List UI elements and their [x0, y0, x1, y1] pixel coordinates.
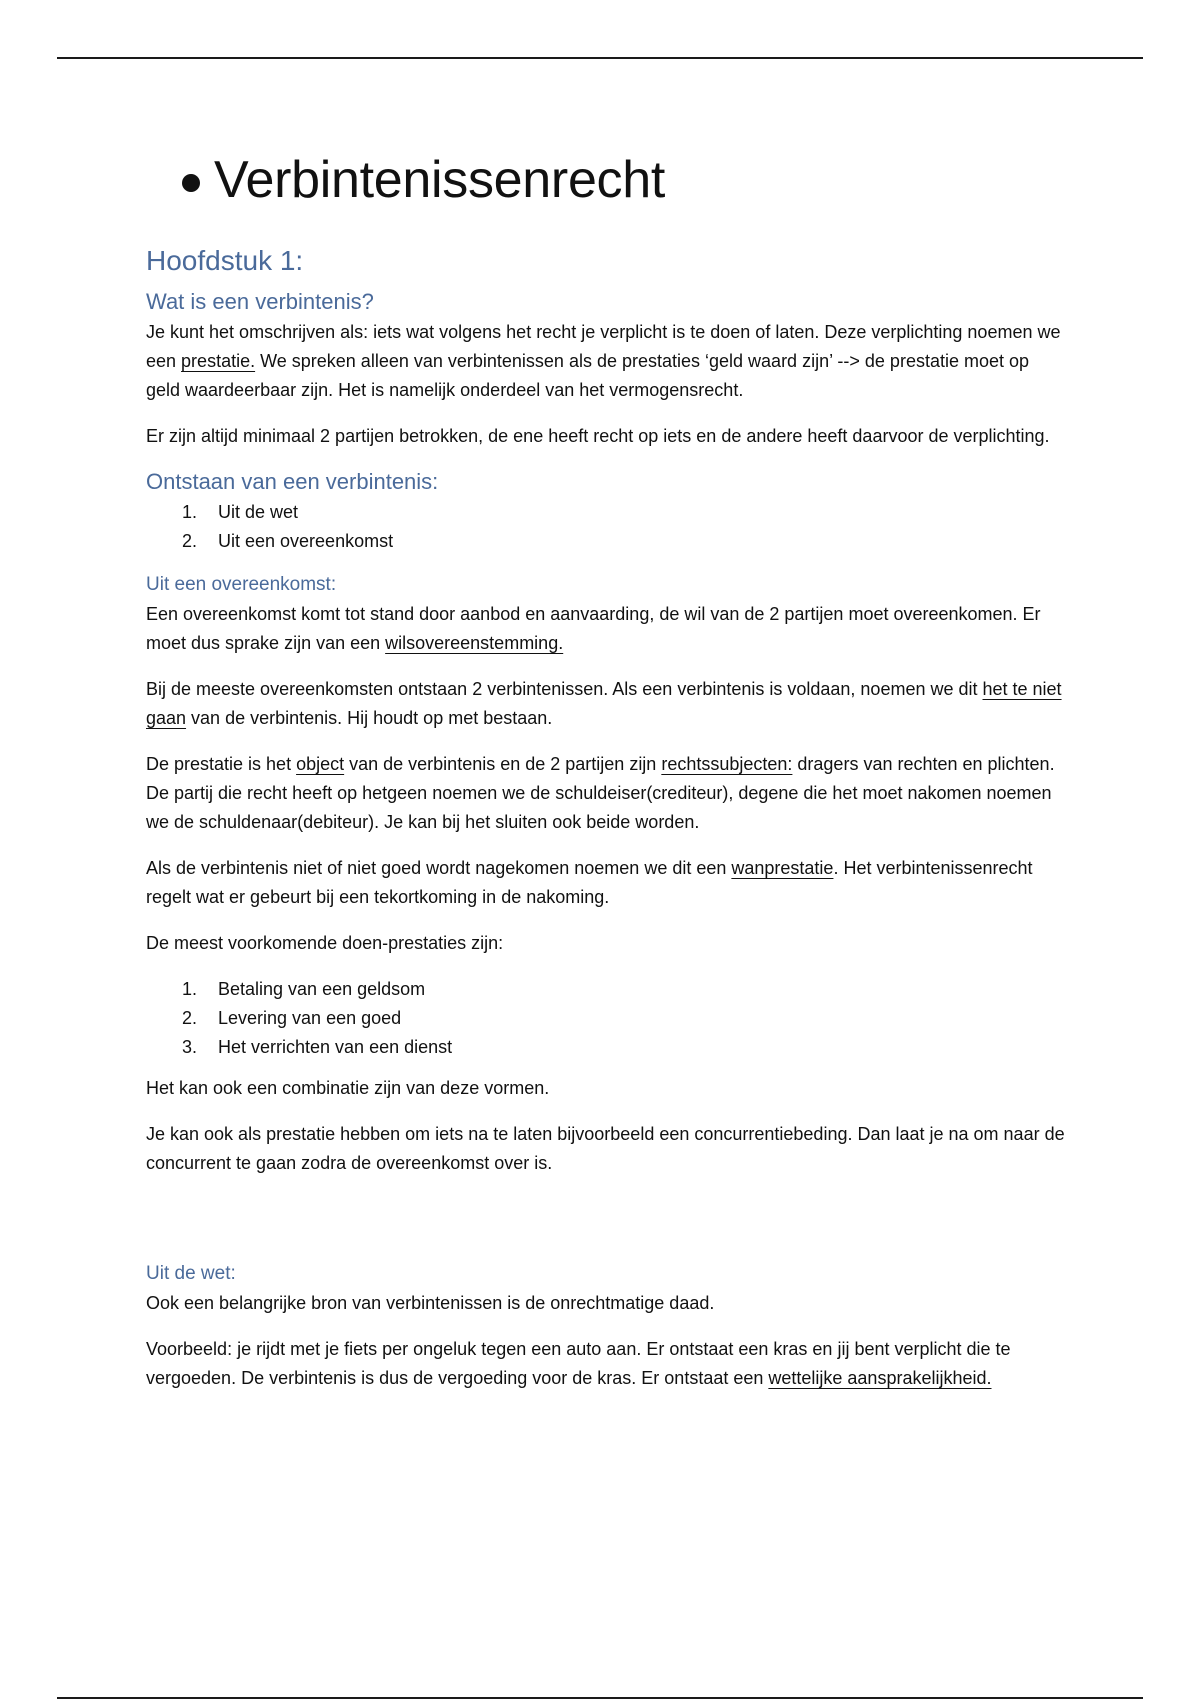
text-span: Voorbeeld: je rijdt met je fiets per ongeluk tegen een auto aan. Er ontstaat een kras en jij bent verplicht die te vergoeden. De verbintenis is dus de vergoeding voor de kras. Er ontstaat een	[146, 1339, 1011, 1388]
paragraph	[146, 600, 1066, 658]
text-span: Een overeenkomst komt tot stand door aanbod en aanvaarding, de wil van de 2 partijen moet overeenkomen. Er moet dus sprake zijn van een	[146, 604, 1041, 653]
paragraph	[146, 750, 1066, 837]
list-item	[146, 1004, 1066, 1033]
list-item	[146, 975, 1066, 1004]
list-text: Uit een overeenkomst	[218, 531, 394, 551]
text-span: We spreken alleen van verbintenissen als de prestaties ‘geld waard zijn’ --> de prestatie moet op geld waardeerbaar zijn. Het is namelijk onderdeel van het vermogensrecht.	[146, 351, 1030, 400]
section-heading-overeenkomst: Uit een overeenkomst:	[146, 574, 337, 595]
underlined-term: rechtssubjecten:	[661, 754, 793, 774]
list-item	[146, 1033, 1066, 1062]
list-text: Het verrichten van een dienst	[218, 1037, 453, 1057]
paragraph: Ook een belangrijke bron van verbintenissen is de onrechtmatige daad.	[146, 1293, 715, 1313]
text-span: Bij de meeste overeenkomsten ontstaan 2 verbintenissen. Als een verbintenis is voldaan, noemen we dit	[146, 679, 983, 699]
top-rule	[57, 57, 1143, 59]
underlined-term: object	[296, 754, 345, 774]
paragraph	[146, 854, 1066, 912]
section-heading-ontstaan: Ontstaan van een verbintenis:	[146, 469, 439, 494]
bullet-icon	[182, 174, 200, 192]
paragraph: Het kan ook een combinatie zijn van deze vormen.	[146, 1078, 550, 1098]
section-heading-wet: Uit de wet:	[146, 1263, 236, 1284]
text-span: Als de verbintenis niet of niet goed wordt nagekomen noemen we dit een	[146, 858, 732, 878]
list-text: Levering van een goed	[218, 1008, 402, 1028]
underlined-term: wanprestatie	[731, 858, 834, 878]
numbered-list	[146, 975, 1066, 1062]
chapter-heading: Hoofdstuk 1:	[146, 245, 304, 276]
underlined-term: wettelijke aansprakelijkheid.	[768, 1368, 992, 1388]
numbered-list	[146, 498, 1066, 556]
list-number: 2.	[182, 531, 198, 551]
list-number: 2.	[182, 1008, 198, 1028]
document-title	[182, 150, 665, 210]
list-text: Betaling van een geldsom	[218, 979, 426, 999]
text-span: van de verbintenis. Hij houdt op met bestaan.	[186, 708, 553, 728]
title-text: Verbintenissenrecht	[214, 151, 666, 209]
list-number: 1.	[182, 979, 198, 999]
list-number: 1.	[182, 502, 198, 522]
list-number: 3.	[182, 1037, 198, 1057]
paragraph	[146, 318, 1066, 405]
spacer	[146, 1195, 1066, 1245]
paragraph: Er zijn altijd minimaal 2 partijen betrokken, de ene heeft recht op iets en de andere heeft daarvoor de verplichting.	[146, 426, 1050, 446]
paragraph	[146, 675, 1066, 733]
paragraph	[146, 1335, 1066, 1393]
paragraph: De meest voorkomende doen-prestaties zijn:	[146, 933, 504, 953]
underlined-term: prestatie.	[181, 351, 256, 371]
underlined-term: het te niet gaan	[146, 679, 1062, 728]
paragraph: Je kan ook als prestatie hebben om iets na te laten bijvoorbeeld een concurrentiebeding. Dan laat je na om naar de concurrent te gaan zodra de overeenkomst over is.	[146, 1124, 1065, 1173]
text-span: . Het verbintenissenrecht regelt wat er gebeurt bij een tekortkoming in de nakoming.	[146, 858, 1033, 907]
document-body	[146, 244, 1066, 1410]
text-span: Je kunt het omschrijven als: iets wat volgens het recht je verplicht is te doen of laten. Deze verplichting noemen we een	[146, 322, 1061, 371]
bottom-rule	[57, 1697, 1143, 1699]
list-item	[146, 498, 1066, 527]
list-text: Uit de wet	[218, 502, 299, 522]
text-span: De prestatie is het	[146, 754, 297, 774]
list-item	[146, 527, 1066, 556]
underlined-term: wilsovereenstemming.	[385, 633, 564, 653]
section-heading-wat-is: Wat is een verbintenis?	[146, 289, 374, 314]
text-span: dragers van rechten en plichten. De partij die recht heeft op hetgeen noemen we de schuldeiser(crediteur), degene die het moet nakomen noemen we de schuldenaar(debiteur). Je kan bij het sluiten ook beide worden.	[146, 754, 1055, 832]
text-span: van de verbintenis en de 2 partijen zijn	[344, 754, 662, 774]
